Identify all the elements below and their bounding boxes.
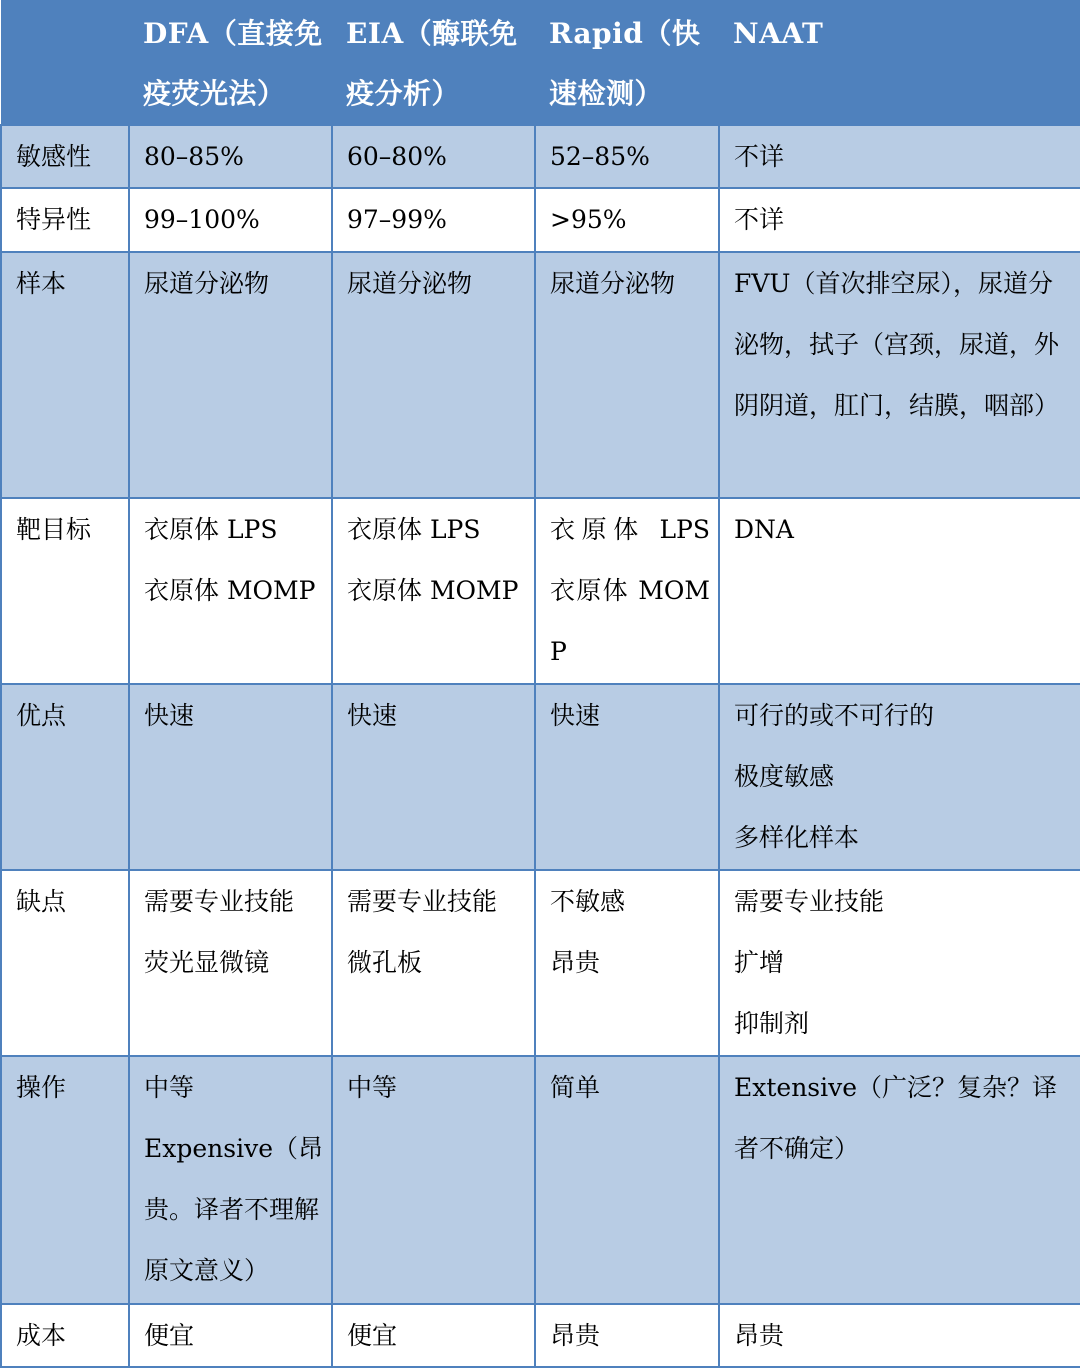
cell-line: 极度敏感 <box>734 762 835 791</box>
cell-line: 中等 <box>144 1073 195 1102</box>
cell-rapid <box>535 684 719 870</box>
cell-dfa <box>129 188 332 252</box>
cell-rapid <box>535 125 719 188</box>
row-advantages <box>1 684 1080 870</box>
cell-naat <box>719 870 1080 1056</box>
cell-line: 52–85% <box>550 142 650 171</box>
cell-rapid <box>535 1304 719 1367</box>
row-label: 特异性 <box>1 188 129 252</box>
cell-naat <box>719 684 1080 870</box>
cell-line: 简单 <box>550 1073 601 1102</box>
cell-rapid <box>535 498 719 684</box>
row-label: 敏感性 <box>1 125 129 188</box>
header-eia: EIA（酶联免疫分析） <box>346 17 518 110</box>
cell-dfa <box>129 870 332 1056</box>
cell-line: 抑制剂 <box>734 1009 810 1038</box>
cell-line: 衣原体 LPS <box>550 515 710 544</box>
cell-dfa <box>129 252 332 498</box>
cell-line: 多样化样本 <box>734 823 860 852</box>
cell-line: 便宜 <box>144 1321 195 1350</box>
cell-line: 可行的或不可行的 <box>734 701 935 730</box>
cell-line: 不详 <box>734 205 785 234</box>
cell-line: 昂贵 <box>550 948 601 977</box>
row-label: 优点 <box>1 684 129 870</box>
cell-line: 99–100% <box>144 205 260 234</box>
row-specificity <box>1 188 1080 252</box>
cell-line: 尿道分泌物 <box>550 269 676 298</box>
cell-line: 需要专业技能 <box>734 887 885 916</box>
cell-dfa <box>129 125 332 188</box>
cell-line: 昂贵 <box>550 1321 601 1350</box>
row-cost <box>1 1304 1080 1367</box>
header-corner <box>1 0 129 125</box>
row-disadvantages <box>1 870 1080 1056</box>
cell-line: 便宜 <box>347 1321 398 1350</box>
cell-dfa <box>129 1304 332 1367</box>
header-dfa: DFA（直接免疫荧光法） <box>143 17 323 110</box>
row-label: 操作 <box>1 1056 129 1304</box>
cell-naat <box>719 125 1080 188</box>
cell-naat <box>719 252 1080 498</box>
cell-naat <box>719 498 1080 684</box>
cell-line: Expensive（昂贵。译者不理解原文意义） <box>144 1134 323 1285</box>
cell-line: 昂贵 <box>734 1321 785 1350</box>
row-sensitivity <box>1 125 1080 188</box>
header-rapid: Rapid（快速检测） <box>549 17 701 110</box>
cell-naat <box>719 188 1080 252</box>
cell-line: 需要专业技能 <box>144 887 295 916</box>
cell-naat <box>719 1304 1080 1367</box>
cell-line: 不详 <box>734 142 785 171</box>
header-naat: NAAT <box>733 17 824 50</box>
cell-line: 快速 <box>550 701 601 730</box>
cell-line: 97–99% <box>347 205 447 234</box>
cell-eia <box>332 125 535 188</box>
cell-line: 衣原体 LPS <box>144 515 278 544</box>
cell-dfa <box>129 684 332 870</box>
cell-line: 衣原体 MOMP <box>144 576 316 605</box>
cell-line: 快速 <box>144 701 195 730</box>
cell-line: 衣原体 LPS <box>347 515 481 544</box>
row-label: 样本 <box>1 252 129 498</box>
cell-line: 中等 <box>347 1073 398 1102</box>
cell-dfa <box>129 498 332 684</box>
cell-rapid <box>535 1056 719 1304</box>
cell-rapid <box>535 188 719 252</box>
cell-line: 80–85% <box>144 142 244 171</box>
cell-line: >95% <box>550 205 627 234</box>
table-header <box>1 0 1080 125</box>
cell-line: 扩增 <box>734 948 785 977</box>
cell-line: 微孔板 <box>347 948 423 977</box>
cell-line: 不敏感 <box>550 887 626 916</box>
cell-rapid <box>535 252 719 498</box>
cell-line: 需要专业技能 <box>347 887 498 916</box>
row-label: 成本 <box>1 1304 129 1367</box>
cell-line: 快速 <box>347 701 398 730</box>
row-operation <box>1 1056 1080 1304</box>
row-label: 缺点 <box>1 870 129 1056</box>
cell-line: FVU（首次排空尿），尿道分泌物，拭子（宫颈，尿道，外阴阴道，肛门，结膜，咽部） <box>734 269 1060 420</box>
cell-line: 尿道分泌物 <box>347 269 473 298</box>
cell-eia <box>332 870 535 1056</box>
cell-eia <box>332 252 535 498</box>
cell-eia <box>332 684 535 870</box>
row-label: 靶目标 <box>1 498 129 684</box>
row-specimen <box>1 252 1080 498</box>
header-row <box>1 0 1080 125</box>
table-body <box>1 125 1080 1367</box>
cell-line: 衣原体 MOMP <box>347 576 519 605</box>
cell-line: 荧光显微镜 <box>144 948 270 977</box>
cell-eia <box>332 1056 535 1304</box>
cell-line: Extensive（广泛？复杂？译者不确定） <box>734 1073 1058 1163</box>
cell-dfa <box>129 1056 332 1304</box>
cell-naat <box>719 1056 1080 1304</box>
cell-line: DNA <box>734 515 794 544</box>
cell-eia <box>332 498 535 684</box>
cell-line: 尿道分泌物 <box>144 269 270 298</box>
cell-eia <box>332 188 535 252</box>
cell-line: 衣原体 MOMP <box>550 576 710 666</box>
cell-rapid <box>535 870 719 1056</box>
cell-line: 60–80% <box>347 142 447 171</box>
cell-eia <box>332 1304 535 1367</box>
row-target <box>1 498 1080 684</box>
